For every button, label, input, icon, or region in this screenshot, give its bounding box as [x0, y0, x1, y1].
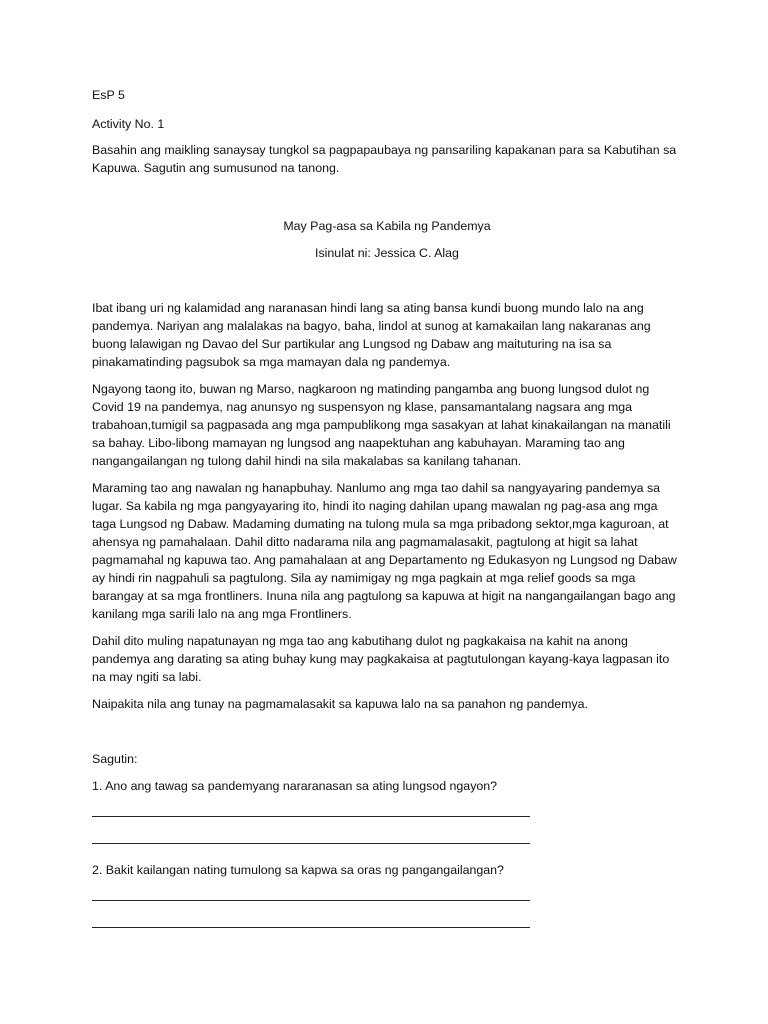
essay-heading [92, 217, 682, 262]
answer-line-1b[interactable] [92, 842, 530, 844]
essay-paragraph: Ngayong taong ito, buwan ng Marso, nagkaroon ng matinding pangamba ang buong lungsod dulot ng Covid 19 na pandemya, nag anunsyo ng suspensyon ng klase, pansamantalang nagsara ang mga trabahoan,tumigil sa pagpasada ang mga pampublikong mga sasakyan at lahat kinakailangan na manatili sa bahay. Libo-libong mamayan ng lungsod ang naapektuhan ang kabuhayan. Maraming tao ang nangangailangan ng tulong dahil hindi na sila makalabas sa kanilang tahanan. [92, 382, 671, 468]
subject-label: EsP 5 [92, 88, 125, 102]
essay-paragraph: Maraming tao ang nawalan ng hanapbuhay. Nanlumo ang mga tao dahil sa nangyayaring pandemya sa lugar. Sa kabila ng mga pangyayaring ito, hindi ito naging dahilan upang mawalan ng pag-asa ang mga taga Lungsod ng Dabaw. Madaming dumating na tulong mula sa mga pribadong sektor,mga kaguroan, at ahensya ng pamahalaan. Dahil ditto nadarama nila ang pagmamalasakit, pagtulong at higit sa lahat pagmamahal ng kapuwa tao. Ang pamahalaan at ang Departamento ng Edukasyon ng Lungsod ng Dabaw ay hindi rin nagpahuli sa pagtulong. Sila ay namimigay ng mga pagkain at mga relief goods sa mga barangay at sa mga frontliners. Inuna nila ang pagtulong sa kapuwa at higit na nangangailangan bago ang kanilang mga sarili lalo na ang mga Frontliners. [92, 481, 677, 621]
activity-label: Activity No. 1 [92, 117, 165, 131]
essay-title: May Pag-asa sa Kabila ng Pandemya [283, 219, 491, 233]
document-page [92, 86, 682, 928]
questions-heading: Sagutin: [92, 752, 138, 766]
essay-paragraph: Naipakita nila ang tunay na pagmamalasakit sa kapuwa lalo na sa panahon ng pandemya. [92, 697, 588, 711]
essay-paragraph: Dahil dito muling napatunayan ng mga tao ang kabutihang dulot ng pagkakaisa na kahit na anong pandemya ang darating sa ating buhay kung may pagkakaisa at pagtutulongan kayang-kaya lagpasan ito na may ngiti sa labi. [92, 634, 670, 684]
question-1: 1. Ano ang tawag sa pandemyang nararanasan sa ating lungsod ngayon? [92, 779, 498, 793]
question-2: 2. Bakit kailangan nating tumulong sa kapwa sa oras ng pangangailangan? [92, 863, 504, 877]
answer-line-2b[interactable] [92, 926, 530, 928]
answer-line-2a[interactable] [92, 899, 530, 901]
essay-paragraph: Ibat ibang uri ng kalamidad ang naranasan hindi lang sa ating bansa kundi buong mundo lalo na ang pandemya. Nariyan ang malalakas na bagyo, baha, lindol at sunog at kamakailan lang nakaranas ang buong lalawigan ng Davao del Sur partikular ang Lungsod ng Dabaw ang maituturing na isa sa pinakamatinding pagsubok sa mga mamayan dala ng pandemya. [92, 301, 651, 369]
essay-body [92, 299, 682, 713]
answer-line-1a[interactable] [92, 815, 530, 817]
instructions-text: Basahin ang maikling sanaysay tungkol sa pagpapaubaya ng pansariling kapakanan para sa Kabutihan sa Kapuwa. Sagutin ang sumusunod na tanong. [92, 143, 677, 175]
essay-author: Isinulat ni: Jessica C. Alag [315, 246, 459, 260]
